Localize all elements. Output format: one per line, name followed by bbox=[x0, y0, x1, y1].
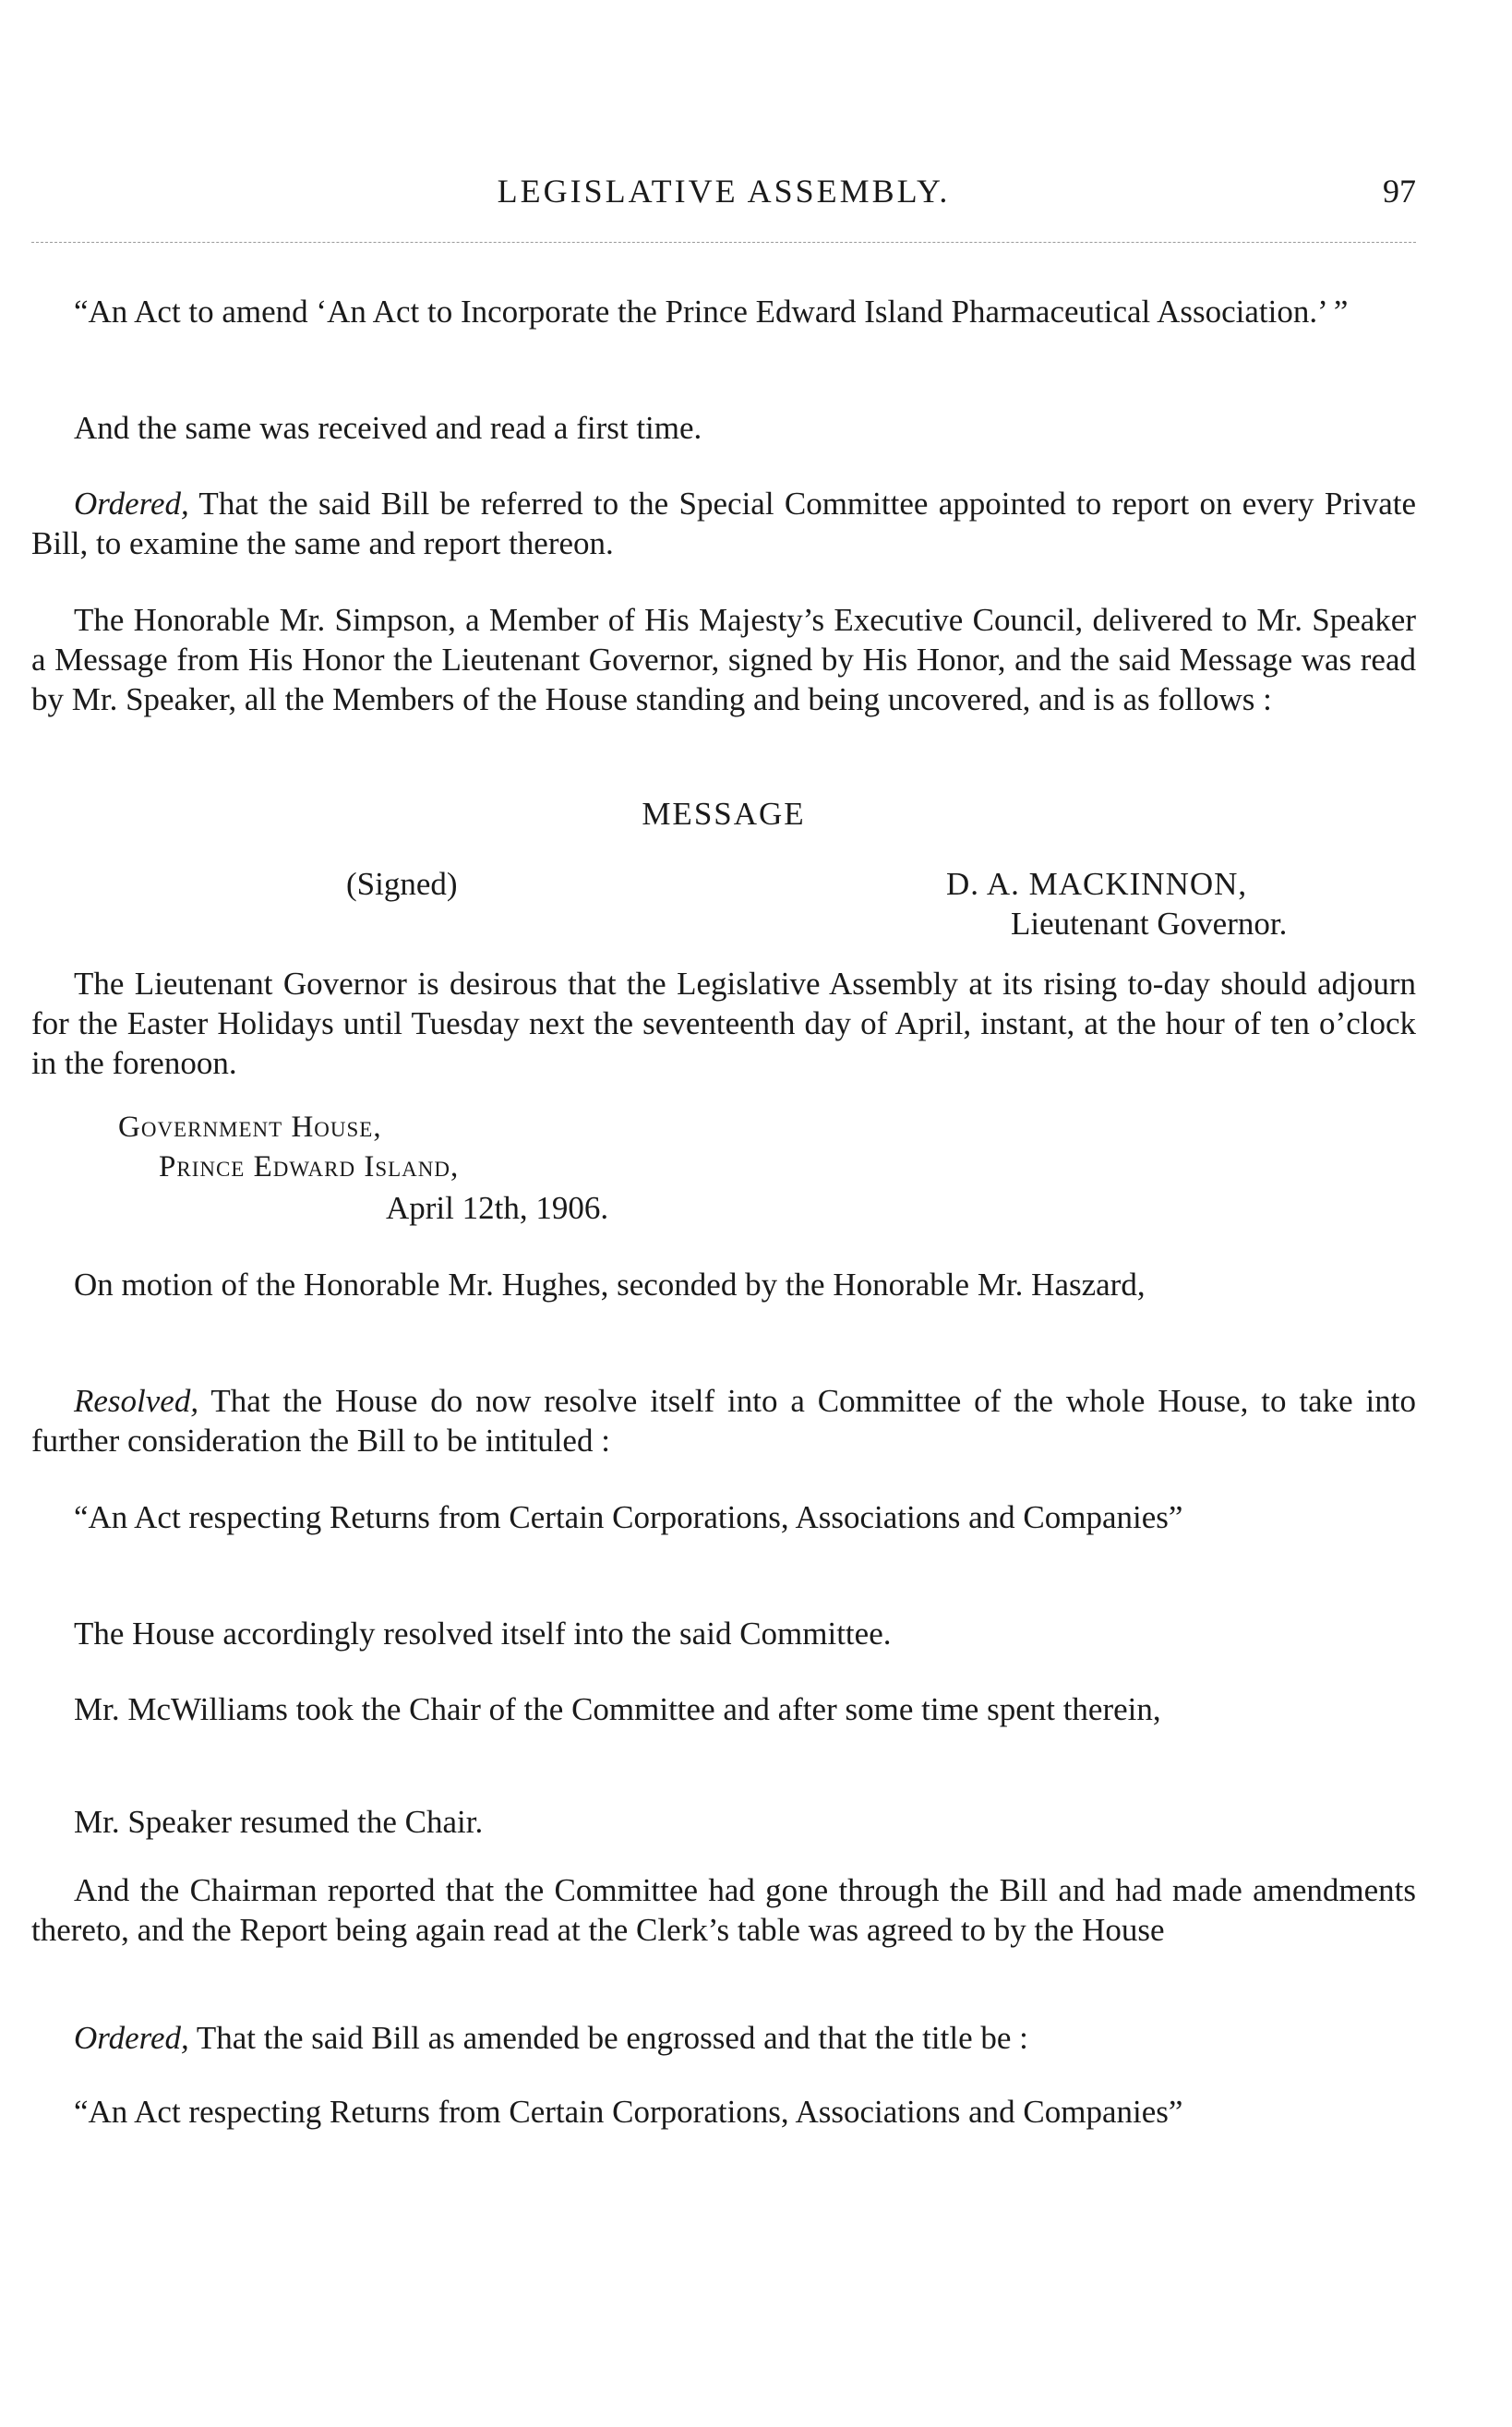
page-number: 97 bbox=[1383, 173, 1416, 210]
chair-taken-note: Mr. McWilliams took the Chair of the Committee and after some time spent therein, bbox=[74, 1691, 1161, 1727]
ordered-referral bbox=[31, 484, 1416, 563]
resolved-committee bbox=[31, 1381, 1416, 1460]
resolved-text: That the House do now resolve itself into a Committee of the whole House, to take into further consideration the Bill to be intituled : bbox=[31, 1383, 1416, 1459]
message-delivery: The Honorable Mr. Simpson, a Member of His Majesty’s Executive Council, delivered to Mr. Speaker a Message from His Honor the Lieutenant Governor, signed by His Honor, and the said Message was read by Mr. Speaker, all the Members of the House standing and being uncovered, and is as follows : bbox=[31, 602, 1416, 717]
header-rule bbox=[31, 242, 1416, 243]
signatory-name: D. A. MACKINNON, bbox=[946, 866, 1248, 902]
speaker-resumed-note: Mr. Speaker resumed the Chair. bbox=[74, 1804, 484, 1840]
first-reading-note: And the same was received and read a first time. bbox=[74, 410, 702, 446]
address-line-2: Prince Edward Island, bbox=[159, 1150, 460, 1183]
ordered-engrossed-text: That the said Bill as amended be engrossed and that the title be : bbox=[188, 2020, 1028, 2056]
address-line-1: Government House, bbox=[118, 1111, 382, 1144]
signatory-title: Lieutenant Governor. bbox=[1011, 906, 1288, 942]
ordered-text: That the said Bill be referred to the Special Committee appointed to report on every Private Bill, to examine the same and report thereon. bbox=[31, 486, 1416, 561]
running-header bbox=[31, 172, 1416, 218]
message-heading: MESSAGE bbox=[642, 796, 806, 832]
ordered-label-2: Ordered, bbox=[74, 2020, 189, 2056]
bill-title-returns-1: “An Act respecting Returns from Certain Corporations, Associations and Companies” bbox=[74, 1499, 1183, 1535]
header-title: LEGISLATIVE ASSEMBLY. bbox=[497, 173, 951, 210]
house-resolved-note: The House accordingly resolved itself into the said Committee. bbox=[74, 1616, 892, 1652]
resolved-label: Resolved, bbox=[74, 1383, 199, 1419]
address-date: April 12th, 1906. bbox=[386, 1190, 609, 1226]
bill-title-returns-2: “An Act respecting Returns from Certain Corporations, Associations and Companies” bbox=[74, 2094, 1183, 2130]
message-body: The Lieutenant Governor is desirous that the Legislative Assembly at its rising to-day should adjourn for the Easter Holidays until Tuesday next the seventeenth day of April, instant, at the hour of ten o’clock in the forenoon. bbox=[31, 966, 1416, 1081]
signed-label: (Signed) bbox=[346, 866, 458, 902]
motion-paragraph: On motion of the Honorable Mr. Hughes, seconded by the Honorable Mr. Haszard, bbox=[74, 1267, 1146, 1303]
bill-title-pharmaceutical: “An Act to amend ‘An Act to Incorporate the Prince Edward Island Pharmaceutical Association.’ ” bbox=[74, 294, 1349, 330]
ordered-engrossed bbox=[31, 2018, 1416, 2058]
chairman-report: And the Chairman reported that the Committee had gone through the Bill and had made amendments thereto, and the Report being again read at the Clerk’s table was agreed to by the House bbox=[31, 1872, 1416, 1948]
ordered-label: Ordered, bbox=[74, 486, 189, 522]
